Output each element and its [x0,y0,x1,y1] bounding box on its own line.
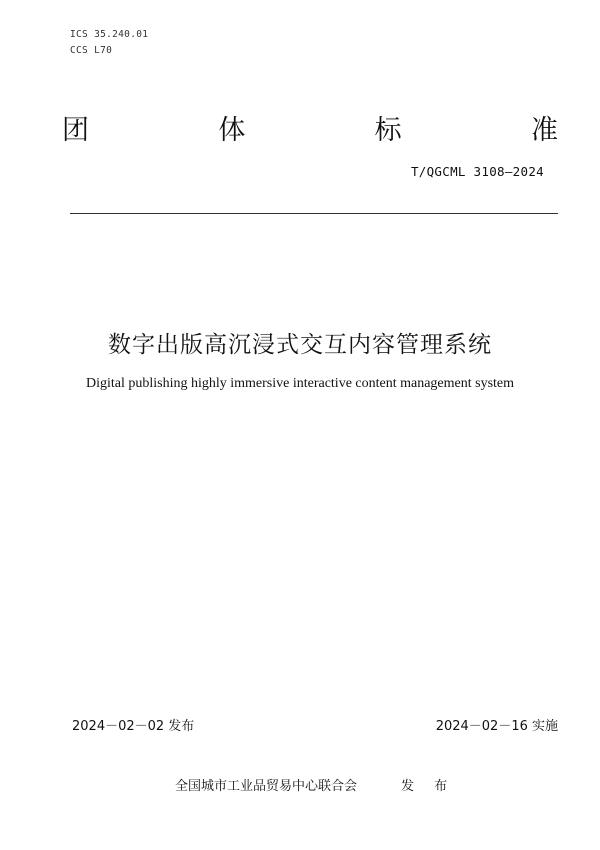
standard-type-char: 体 [218,115,246,146]
issuing-organization: 全国城市工业品贸易中心联合会 [175,779,358,794]
standard-type-char: 团 [62,115,89,146]
standard-type-heading [62,113,558,149]
issue-date: 2024－02－02 发布 [72,719,195,734]
document-title-en: Digital publishing highly immersive interactive content management system [85,376,515,391]
document-title-cn: 数字出版高沉浸式交互内容管理系统 [108,332,492,358]
header-divider [70,213,558,214]
release-label: 发 布 [401,779,456,794]
ics-code: ICS 35.240.01 [70,29,149,40]
standard-type-char: 准 [530,115,558,146]
standard-type-char: 标 [374,115,402,146]
ccs-code: CCS L70 [70,45,113,56]
implementation-date: 2024－02－16 实施 [435,719,558,734]
standard-code: T/QGCML 3108—2024 [410,164,544,179]
